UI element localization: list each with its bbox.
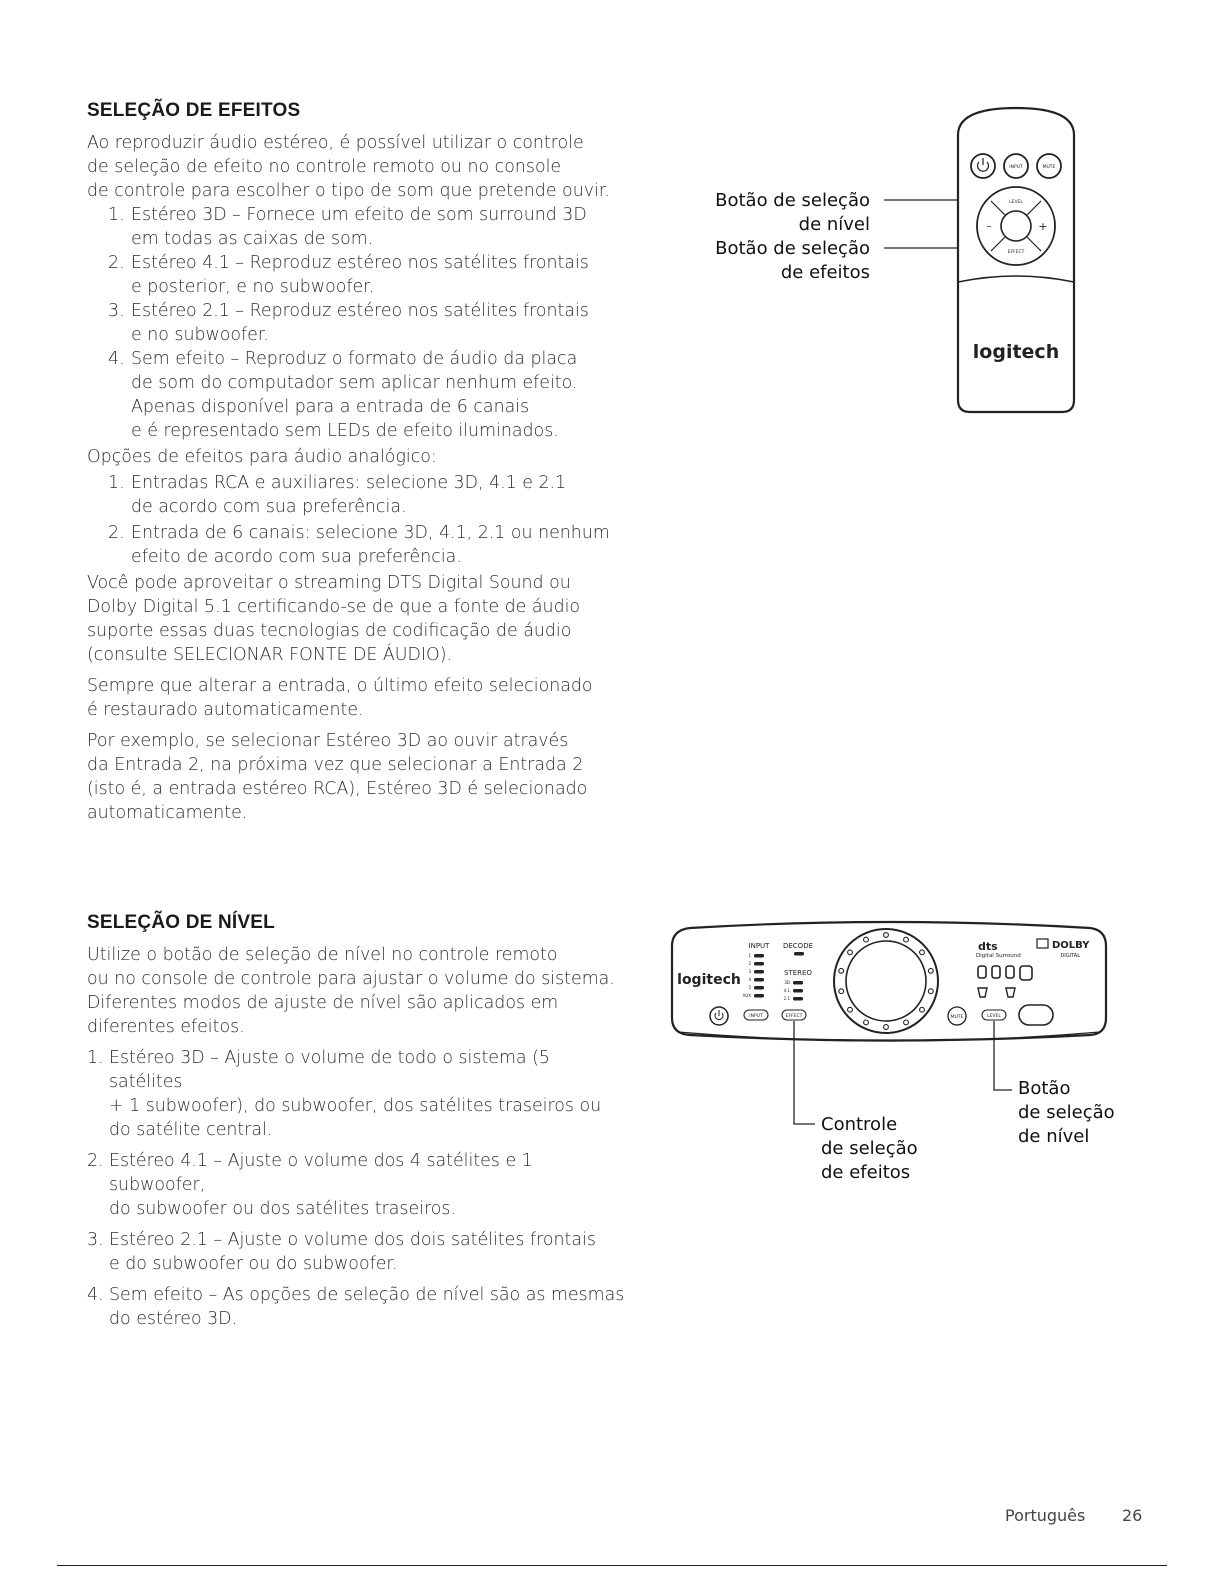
console-power-button[interactable] — [710, 1007, 728, 1025]
console-leaders — [780, 1018, 1020, 1128]
decode-led — [794, 952, 804, 956]
footer-rule — [57, 1565, 1167, 1566]
input-led — [754, 994, 764, 998]
stereo-led — [793, 981, 803, 985]
list-item: 1. Estéreo 3D – Fornece um efeito de som surround 3D em todas as caixas de som. — [108, 205, 587, 249]
svg-text:LEVEL: LEVEL — [987, 1014, 1001, 1019]
knob-led — [920, 950, 925, 955]
knob-led — [839, 989, 844, 994]
list-item: 3. Estéreo 2.1 – Reproduz estéreo nos satélites frontais e no subwoofer. — [108, 301, 589, 345]
svg-text:INPUT: INPUT — [1009, 165, 1023, 170]
stereo-label: STEREO — [784, 969, 812, 977]
knob-led — [848, 1007, 853, 1012]
callout-console-effect: Controle de seleção de efeitos — [821, 1114, 918, 1183]
page-number: 26 — [1122, 1506, 1143, 1525]
svg-text:3: 3 — [748, 969, 751, 974]
svg-text:3D: 3D — [784, 980, 790, 985]
footer-language: Português — [1005, 1506, 1086, 1525]
knob-led — [928, 989, 933, 994]
knob-led — [839, 968, 844, 973]
effects-heading: SELEÇÃO DE EFEITOS — [87, 100, 301, 121]
knob-led — [864, 937, 869, 942]
stereo-led — [793, 997, 803, 1001]
mute-button[interactable] — [1037, 154, 1061, 178]
knob-led — [928, 968, 933, 973]
streaming-paragraph: Você pode aproveitar o streaming DTS Digital Sound ou Dolby Digital 5.1 certificando-se de que a fonte de áudio suporte essas duas tecnologias de codificação de áudio (consulte SELECIONAR FONTE DE ÁUDIO). — [87, 573, 581, 665]
list-item: 4. Sem efeito – Reproduz o formato de áudio da placa de som do computador sem aplicar nenhum efeito. Apenas disponível para a entrada de 6 canais e é representado sem LEDs de efeito iluminados. — [108, 349, 578, 441]
minus-button[interactable]: – — [986, 221, 992, 232]
svg-text:4.1: 4.1 — [783, 988, 790, 993]
input-led — [754, 970, 764, 974]
callout-level-button: Botão de seleção de nível — [715, 190, 870, 235]
svg-text:AUX: AUX — [742, 993, 751, 998]
effects-intro: Ao reproduzir áudio estéreo, é possível utilizar o controle de seleção de efeito no controle remoto ou no console de controle para escolher o tipo de som que pretende ouvir. — [87, 133, 610, 201]
remote-logo: logitech — [972, 341, 1060, 363]
stereo-leds — [784, 980, 803, 1001]
leader-line-effect — [794, 1021, 815, 1124]
decode-label: DECODE — [782, 942, 814, 950]
knob-led — [920, 1007, 925, 1012]
leader-line-level — [994, 1021, 1012, 1090]
input-led — [754, 954, 764, 958]
input-led — [754, 978, 764, 982]
dolby-subtitle: DIGITAL — [1060, 953, 1080, 959]
dpad-center[interactable] — [1001, 211, 1031, 241]
plus-button[interactable]: + — [1038, 220, 1048, 233]
svg-text:MUTE: MUTE — [1042, 165, 1056, 170]
console-logo: logitech — [677, 972, 741, 988]
level-intro: Utilize o botão de seleção de nível no controle remoto ou no console de controle para ajustar o volume do sistema. Diferentes modos de ajuste de nível são aplicados em diferentes efeitos. — [87, 945, 615, 1037]
level-heading: SELEÇÃO DE NÍVEL — [87, 912, 275, 933]
svg-text:2.1: 2.1 — [783, 996, 790, 1001]
svg-text:EFFECT: EFFECT — [785, 1014, 803, 1019]
list-item: 2. Entrada de 6 canais: selecione 3D, 4.1, 2.1 ou nenhum efeito de acordo com sua preferência. — [108, 523, 610, 567]
effects-body — [87, 131, 627, 825]
callout-console-level: Botão de seleção de nível — [1018, 1078, 1115, 1147]
restore-paragraph: Sempre que alterar a entrada, o último efeito selecionado é restaurado automaticamente. — [87, 676, 593, 720]
example-paragraph: Por exemplo, se selecionar Estéreo 3D ao ouvir através da Entrada 2, na próxima vez que selecionar a Entrada 2 (isto é, a entrada estéreo RCA), Estéreo 3D é selecionado automaticamente. — [87, 731, 588, 823]
list-item: 1. Estéreo 3D – Ajuste o volume de todo o sistema (5 satélites + 1 subwoofer), do subwoofer, dos satélites traseiros ou do satélite central. — [87, 1048, 602, 1140]
remote-dpad[interactable] — [977, 187, 1055, 265]
effect-button[interactable]: EFFECT — [1007, 250, 1025, 255]
knob-led — [884, 933, 889, 938]
analog-title: Opções de efeitos para áudio analógico: — [87, 447, 437, 467]
svg-text:5: 5 — [748, 985, 751, 990]
dolby-mark — [1037, 939, 1048, 948]
callout-effect-button: Botão de seleção de efeitos — [715, 238, 870, 283]
list-item: 2. Estéreo 4.1 – Reproduz estéreo nos satélites frontais e posterior, e no subwoofer. — [108, 253, 589, 297]
dolby-logo: DOLBY — [1052, 940, 1090, 951]
svg-text:2: 2 — [748, 961, 751, 966]
effects-mode-list — [87, 203, 627, 443]
input-label: INPUT — [748, 942, 770, 950]
svg-text:MUTE: MUTE — [950, 1015, 964, 1020]
level-button[interactable]: LEVEL — [1009, 200, 1023, 205]
input-button[interactable] — [1004, 154, 1028, 178]
dts-subtitle: Digital Surround — [976, 953, 1021, 959]
headphone-jack — [1019, 1005, 1053, 1025]
list-item: 1. Entradas RCA e auxiliares: selecione 3D, 4.1 e 2.1 de acordo com sua preferência. — [108, 473, 567, 517]
list-item: 4. Sem efeito – As opções de seleção de nível são as mesmas do estéreo 3D. — [87, 1285, 625, 1329]
level-mode-list — [87, 1046, 627, 1331]
knob-led — [848, 950, 853, 955]
level-body — [87, 943, 627, 1338]
list-item: 3. Estéreo 2.1 – Ajuste o volume dos dois satélites frontais e do subwoofer ou do subwoofer. — [87, 1230, 596, 1274]
knob-led — [904, 937, 909, 942]
svg-text:4: 4 — [748, 977, 751, 982]
input-led — [754, 962, 764, 966]
svg-text:INPUT: INPUT — [749, 1014, 763, 1019]
power-button[interactable] — [971, 154, 995, 178]
dts-logo: dts — [978, 940, 998, 953]
svg-text:1: 1 — [748, 953, 751, 958]
list-item: 2. Estéreo 4.1 – Ajuste o volume dos 4 satélites e 1 subwoofer, do subwoofer ou dos satélites traseiros. — [87, 1151, 533, 1219]
input-led — [754, 986, 764, 990]
stereo-led — [793, 989, 803, 993]
analog-list — [87, 471, 627, 569]
remote-illustration — [870, 100, 1090, 420]
console-input-button[interactable] — [744, 1010, 768, 1020]
